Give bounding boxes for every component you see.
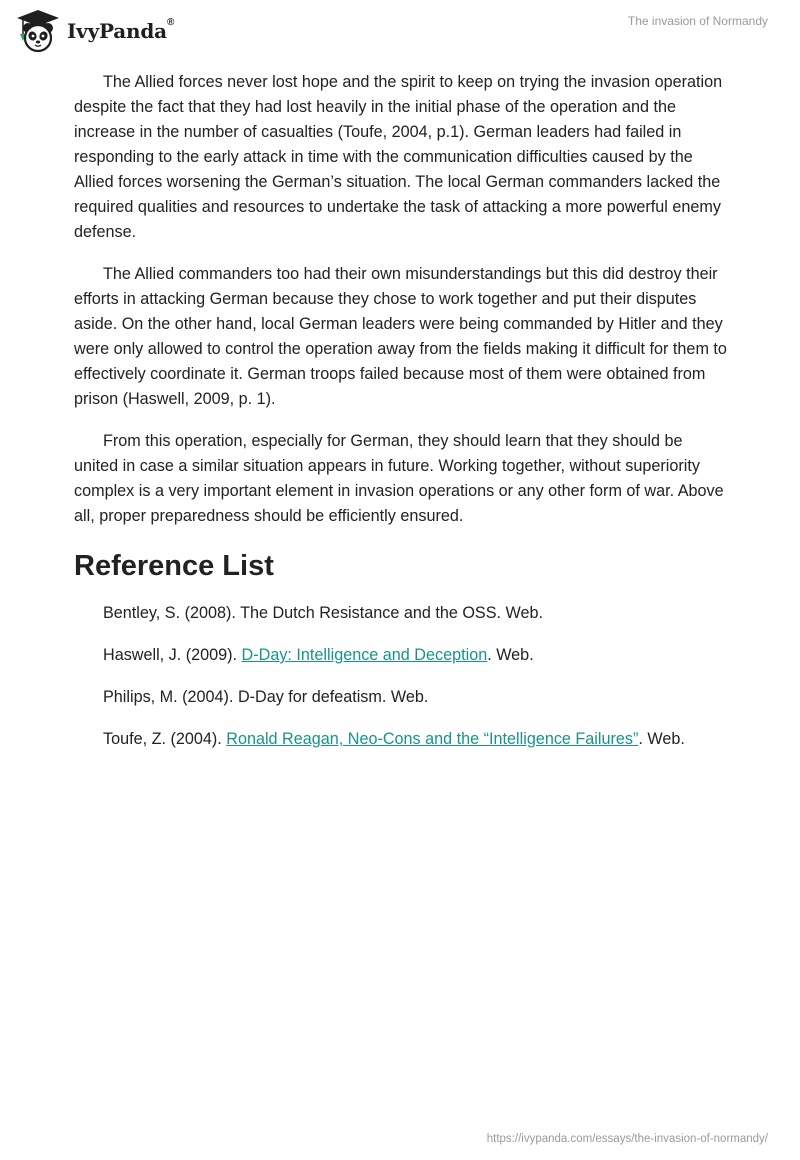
essay-content (74, 70, 730, 769)
reference-item-haswell: Haswell, J. (2009). D-Day: Intelligence and Deception. Web. (103, 646, 534, 664)
reference-link-dday-intelligence[interactable]: D-Day: Intelligence and Deception (241, 646, 488, 664)
reference-item-philips: Philips, M. (2004). D-Day for defeatism. Web. (103, 688, 429, 706)
body-paragraph: From this operation, especially for German, they should learn that they should be united in case a similar situation appears in future. Working together, without superiority complex is a very important element in invasion operations or any other form of war. Above all, proper preparedness should be efficiently ensured. (74, 432, 724, 525)
body-paragraph: The Allied forces never lost hope and the spirit to keep on trying the invasion operation despite the fact that they had lost heavily in the initial phase of the operation and the increase in the number of casualties (Toufe, 2004, p.1). German leaders had failed in responding to the early attack in time with the communication difficulties caused by the Allied forces worsening the German’s situation. The local German commanders lacked the required qualities and resources to undertake the task of attacking a more powerful enemy defense. (74, 73, 723, 241)
reference-list-heading: Reference List (74, 550, 274, 582)
page-url: https://ivypanda.com/essays/the-invasion-of-normandy/ (486, 1133, 768, 1145)
body-paragraph: The Allied commanders too had their own misunderstandings but this did destroy their efforts in attacking German because they chose to work together and put their disputes aside. On the other hand, local German leaders were being commanded by Hitler and they were only allowed to control the operation away from the fields making it difficult for them to effectively coordinate it. German troops failed because most of them were obtained from prison (Haswell, 2009, p. 1). (74, 265, 727, 408)
ivypanda-logo[interactable] (15, 8, 174, 54)
reference-link-reagan-neocons[interactable]: Ronald Reagan, Neo-Cons and the “Intelligence Failures” (226, 730, 639, 748)
page-header (0, 0, 800, 60)
document-title: The invasion of Normandy (627, 14, 768, 28)
reference-list (74, 601, 730, 752)
reference-item-toufe: Toufe, Z. (2004). Ronald Reagan, Neo-Cons and the “Intelligence Failures”. Web. (103, 730, 685, 748)
brand-name: IvyPanda® (67, 17, 175, 43)
registered-mark: ® (166, 17, 175, 28)
panda-graduate-icon (15, 8, 61, 54)
reference-item-bentley: Bentley, S. (2008). The Dutch Resistance and the OSS. Web. (103, 604, 543, 622)
